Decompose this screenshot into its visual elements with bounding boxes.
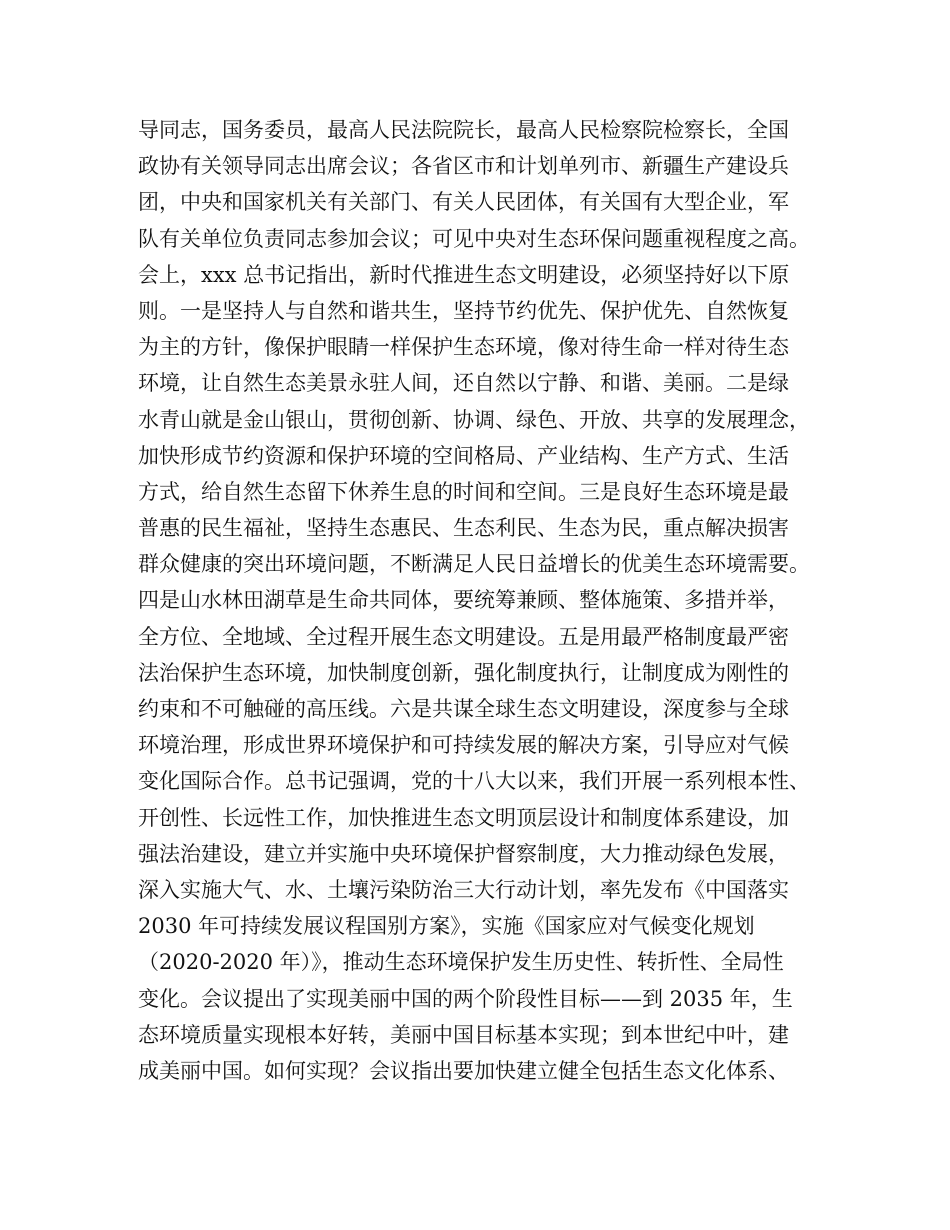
text-line: 环境治理，形成世界环境保护和可持续发展的解决方案，引导应对气候 xyxy=(138,733,789,758)
text-line: 方式，给自然生态留下休养生息的时间和空间。三是良好生态环境是最 xyxy=(138,479,789,504)
text-line: 2030 年可持续发展议程国别方案》，实施《国家应对气候变化规划 xyxy=(138,914,755,939)
text-line: 法治保护生态环境，加快制度创新，强化制度执行，让制度成为刚性的 xyxy=(138,660,789,685)
text-line: 导同志，国务委员，最高人民法院院长，最高人民检察院检察长，全国 xyxy=(138,118,789,142)
text-line: 强法治建设，建立并实施中央环境保护督察制度，大力推动绿色发展， xyxy=(138,841,789,866)
text-line: 政协有关领导同志出席会议；各省区市和计划单列市、新疆生产建设兵 xyxy=(138,154,789,179)
text-line: 四是山水林田湖草是生命共同体，要统筹兼顾、整体施策、多措并举， xyxy=(138,588,789,613)
text-line: 会上，xxx 总书记指出，新时代推进生态文明建设，必须坚持好以下原 xyxy=(138,262,790,287)
text-line: 普惠的民生福祉，坚持生态惠民、生态利民、生态为民，重点解决损害 xyxy=(138,516,789,541)
text-line: 队有关单位负责同志参加会议；可见中央对生态环保问题重视程度之高。 xyxy=(138,226,810,251)
text-line: 环境，让自然生态美景永驻人间，还自然以宁静、和谐、美丽。二是绿 xyxy=(138,371,789,396)
text-line: 约束和不可触碰的高压线。六是共谋全球生态文明建设，深度参与全球 xyxy=(138,697,789,721)
text-line: 群众健康的突出环境问题，不断满足人民日益增长的优美生态环境需要。 xyxy=(138,552,810,577)
text-line: 为主的方针，像保护眼睛一样保护生态环境，像对待生命一样对待生态 xyxy=(138,335,789,360)
text-line: 开创性、长远性工作，加快推进生态文明顶层设计和制度体系建设，加 xyxy=(138,805,789,830)
text-line: 变化国际合作。总书记强调，党的十八大以来，我们开展一系列根本性、 xyxy=(138,769,810,794)
text-line: 全方位、全地域、全过程开展生态文明建设。五是用最严格制度最严密 xyxy=(138,624,789,649)
text-line: 成美丽中国。如何实现？会议指出要加快建立健全包括生态文化体系、 xyxy=(138,1058,789,1083)
text-line: 变化。会议提出了实现美丽中国的两个阶段性目标——到 2035 年，生 xyxy=(138,986,793,1011)
body-text xyxy=(138,112,828,1089)
text-line: 团，中央和国家机关有关部门、有关人民团体，有关国有大型企业，军 xyxy=(138,190,789,215)
text-line: 则。一是坚持人与自然和谐共生，坚持节约优先、保护优先、自然恢复 xyxy=(138,298,789,323)
text-line: 深入实施大气、水、土壤污染防治三大行动计划，率先发布《中国落实 xyxy=(138,877,789,902)
text-line: 水青山就是金山银山，贯彻创新、协调、绿色、开放、共享的发展理念， xyxy=(138,407,810,432)
text-line: （2020-2020 年）》，推动生态环境保护发生历史性、转折性、全局性 xyxy=(138,950,784,975)
text-line: 态环境质量实现根本好转，美丽中国目标基本实现；到本世纪中叶，建 xyxy=(138,1022,789,1047)
text-line: 加快形成节约资源和保护环境的空间格局、产业结构、生产方式、生活 xyxy=(138,443,789,468)
